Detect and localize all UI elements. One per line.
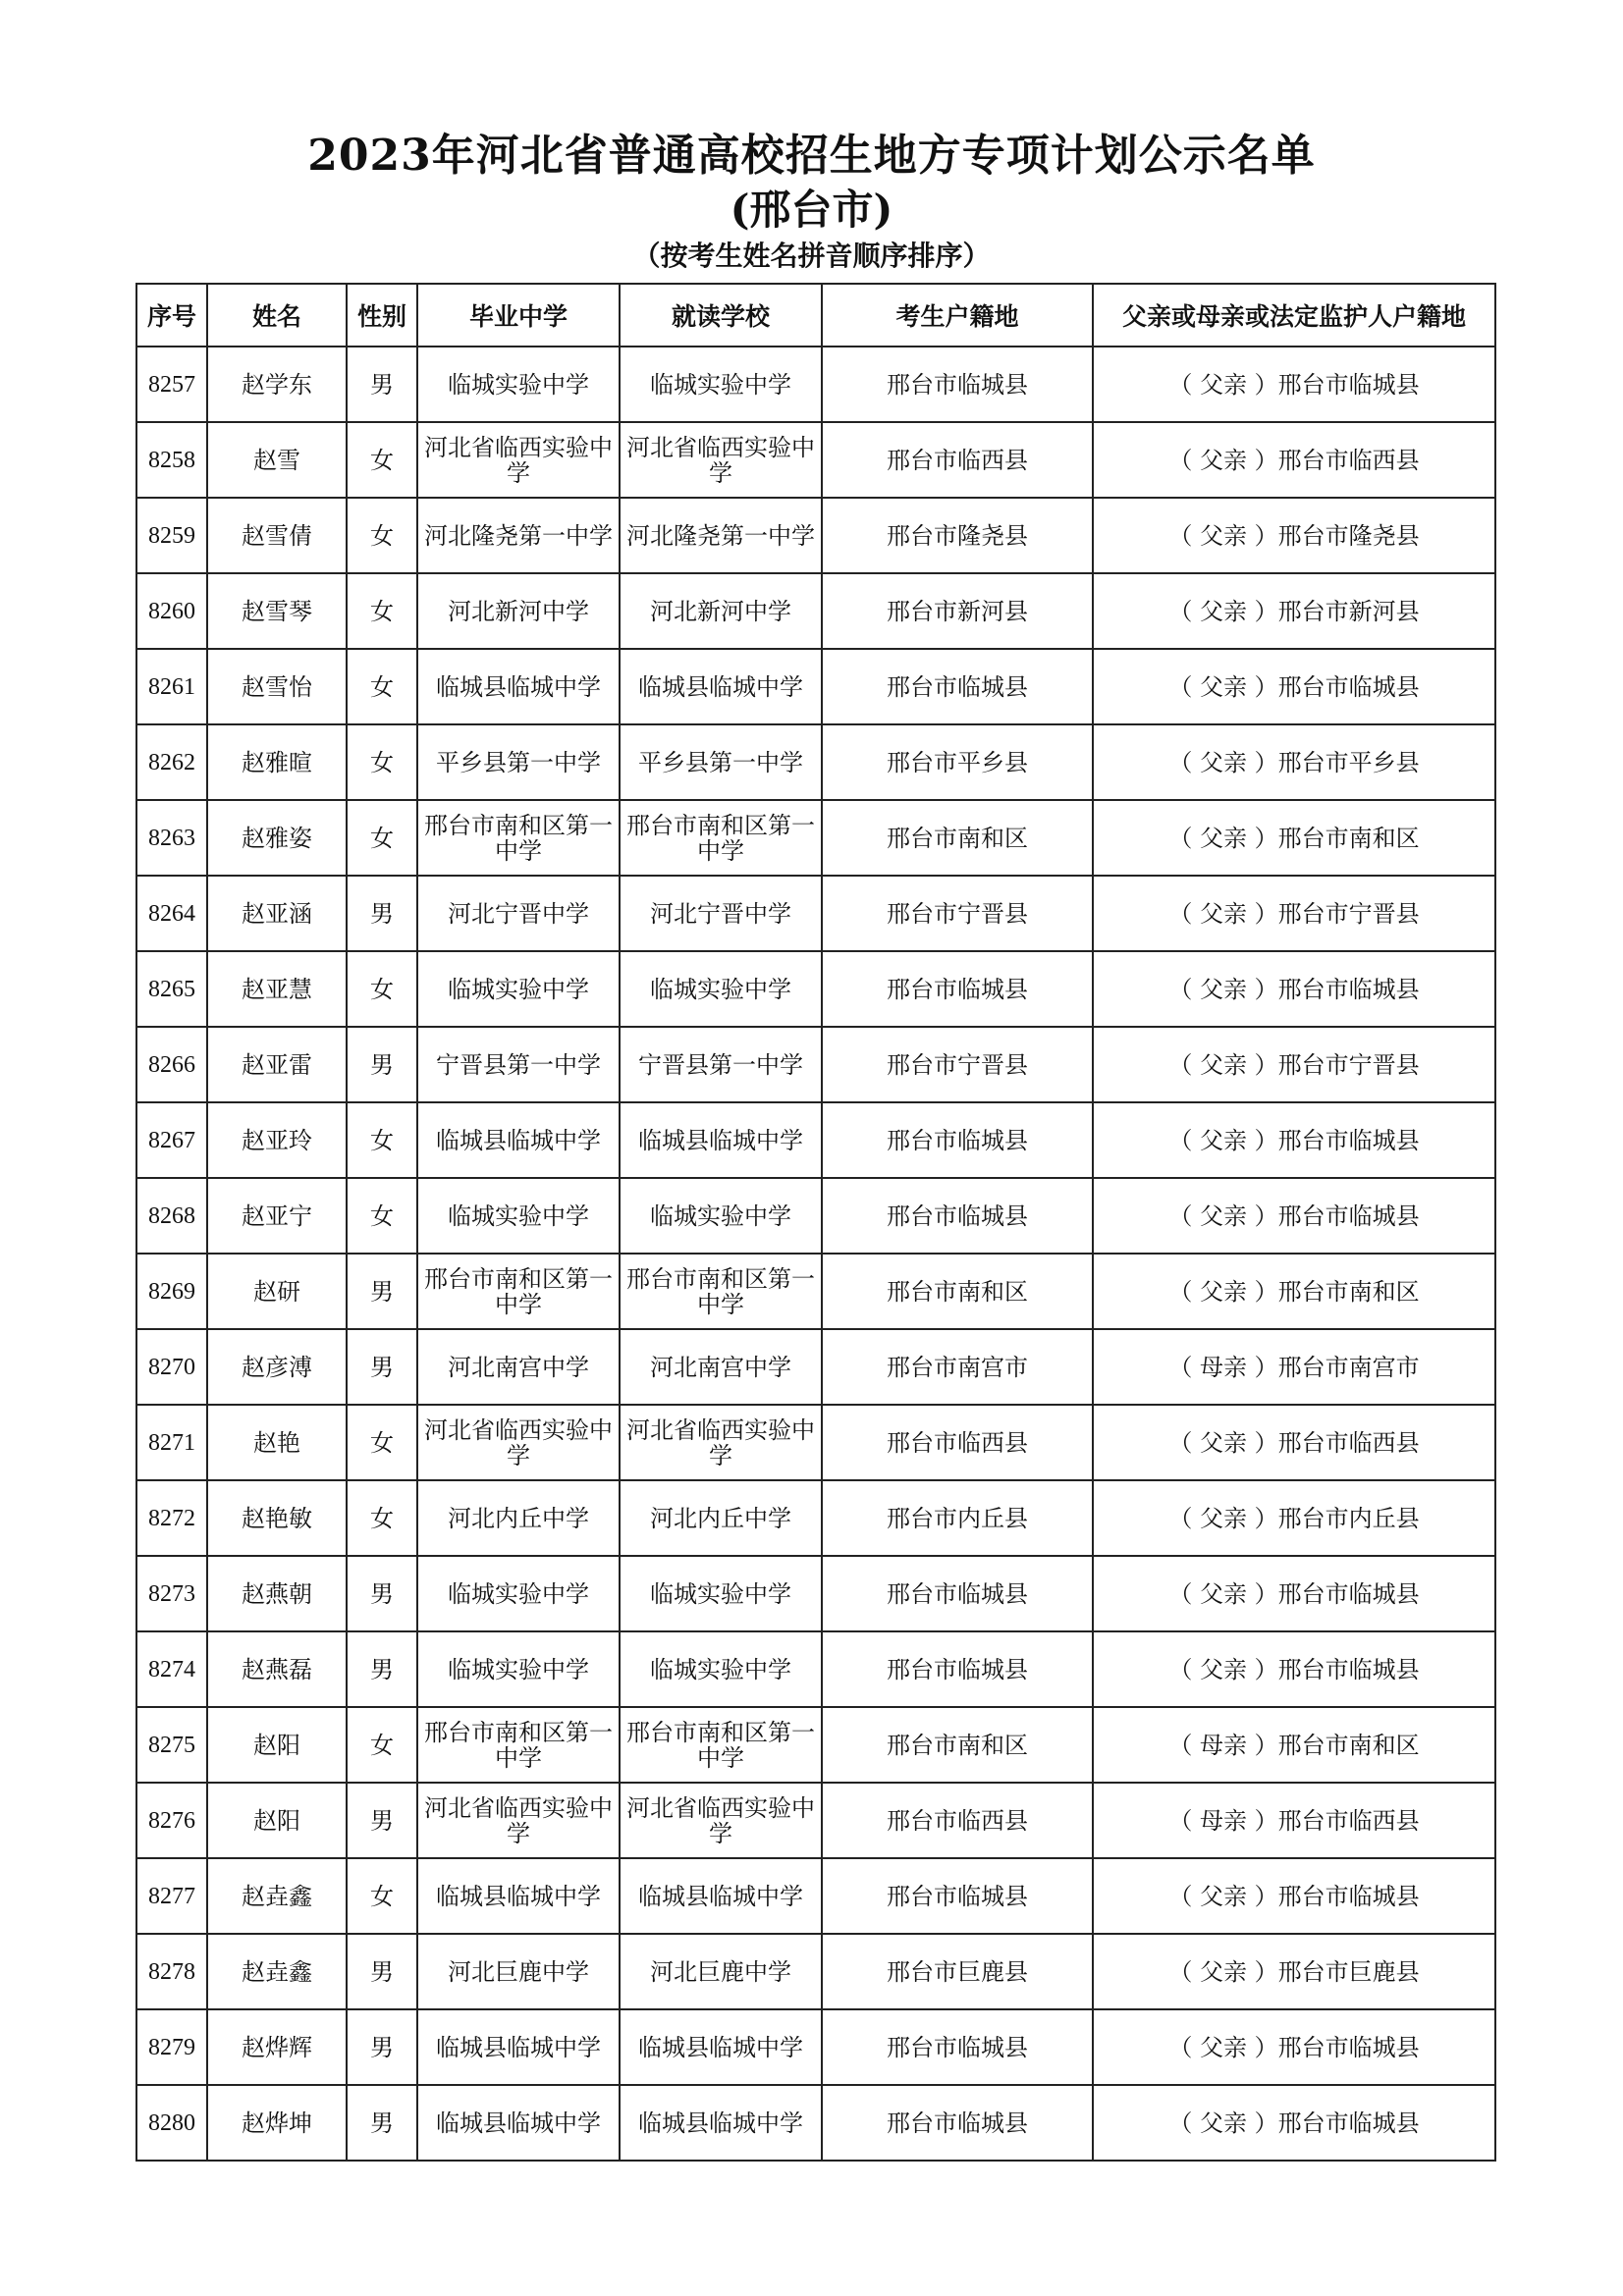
cell-name: 赵阳 — [207, 1783, 347, 1858]
cell-gender: 女 — [347, 1480, 417, 1556]
table-row — [136, 1934, 1495, 2009]
cell-index: 8280 — [136, 2085, 207, 2161]
table-row — [136, 1329, 1495, 1405]
cell-guardian-household: （ 母亲 ）邢台市南宫市 — [1093, 1329, 1495, 1405]
cell-name: 赵亚雷 — [207, 1027, 347, 1102]
cell-gender: 女 — [347, 649, 417, 724]
cell-current-school: 临城实验中学 — [620, 1556, 822, 1631]
cell-graduated-school: 临城县临城中学 — [417, 1102, 620, 1178]
cell-household: 邢台市临城县 — [822, 2085, 1093, 2161]
cell-gender: 男 — [347, 2009, 417, 2085]
cell-graduated-school: 河北内丘中学 — [417, 1480, 620, 1556]
cell-name: 赵雅姿 — [207, 800, 347, 876]
cell-household: 邢台市临城县 — [822, 1178, 1093, 1254]
cell-current-school: 临城实验中学 — [620, 1178, 822, 1254]
table-row — [136, 951, 1495, 1027]
cell-guardian-household: （ 父亲 ）邢台市平乡县 — [1093, 724, 1495, 800]
cell-current-school: 河北新河中学 — [620, 573, 822, 649]
cell-graduated-school: 邢台市南和区第一中学 — [417, 800, 620, 876]
cell-current-school: 临城实验中学 — [620, 347, 822, 422]
cell-current-school: 河北省临西实验中学 — [620, 1405, 822, 1480]
cell-index: 8267 — [136, 1102, 207, 1178]
cell-graduated-school: 河北南宫中学 — [417, 1329, 620, 1405]
cell-graduated-school: 临城县临城中学 — [417, 649, 620, 724]
cell-graduated-school: 河北巨鹿中学 — [417, 1934, 620, 2009]
cell-household: 邢台市平乡县 — [822, 724, 1093, 800]
cell-index: 8257 — [136, 347, 207, 422]
cell-current-school: 河北内丘中学 — [620, 1480, 822, 1556]
cell-guardian-household: （ 父亲 ）邢台市临城县 — [1093, 1631, 1495, 1707]
cell-household: 邢台市临西县 — [822, 422, 1093, 498]
cell-guardian-household: （ 父亲 ）邢台市临城县 — [1093, 951, 1495, 1027]
table-row — [136, 347, 1495, 422]
table-row — [136, 1027, 1495, 1102]
cell-household: 邢台市临西县 — [822, 1405, 1093, 1480]
table-row — [136, 800, 1495, 876]
cell-gender: 男 — [347, 1329, 417, 1405]
cell-current-school: 河北宁晋中学 — [620, 876, 822, 951]
cell-current-school: 临城县临城中学 — [620, 649, 822, 724]
cell-guardian-household: （ 父亲 ）邢台市宁晋县 — [1093, 876, 1495, 951]
table-row — [136, 1858, 1495, 1934]
cell-current-school: 临城县临城中学 — [620, 1102, 822, 1178]
table-row — [136, 2009, 1495, 2085]
header-index: 序号 — [136, 284, 207, 347]
cell-name: 赵亚慧 — [207, 951, 347, 1027]
cell-gender: 男 — [347, 1254, 417, 1329]
cell-gender: 女 — [347, 951, 417, 1027]
cell-graduated-school: 河北宁晋中学 — [417, 876, 620, 951]
cell-name: 赵燕磊 — [207, 1631, 347, 1707]
cell-graduated-school: 河北省临西实验中学 — [417, 1405, 620, 1480]
document-header — [0, 128, 1623, 275]
cell-current-school: 邢台市南和区第一中学 — [620, 1254, 822, 1329]
cell-gender: 女 — [347, 724, 417, 800]
cell-index: 8279 — [136, 2009, 207, 2085]
cell-current-school: 临城实验中学 — [620, 1631, 822, 1707]
cell-guardian-household: （ 父亲 ）邢台市南和区 — [1093, 1254, 1495, 1329]
cell-graduated-school: 平乡县第一中学 — [417, 724, 620, 800]
cell-household: 邢台市隆尧县 — [822, 498, 1093, 573]
cell-gender: 男 — [347, 1027, 417, 1102]
page-subtitle: (邢台市) — [730, 186, 893, 234]
cell-household: 邢台市南和区 — [822, 1254, 1093, 1329]
cell-name: 赵彦溥 — [207, 1329, 347, 1405]
cell-name: 赵学东 — [207, 347, 347, 422]
cell-household: 邢台市南宫市 — [822, 1329, 1093, 1405]
cell-gender: 女 — [347, 573, 417, 649]
cell-current-school: 邢台市南和区第一中学 — [620, 800, 822, 876]
cell-current-school: 平乡县第一中学 — [620, 724, 822, 800]
cell-current-school: 宁晋县第一中学 — [620, 1027, 822, 1102]
table-row — [136, 1405, 1495, 1480]
cell-gender: 男 — [347, 876, 417, 951]
table-row — [136, 1480, 1495, 1556]
cell-guardian-household: （ 父亲 ）邢台市巨鹿县 — [1093, 1934, 1495, 2009]
cell-guardian-household: （ 父亲 ）邢台市临城县 — [1093, 1858, 1495, 1934]
cell-household: 邢台市南和区 — [822, 1707, 1093, 1783]
cell-index: 8277 — [136, 1858, 207, 1934]
table-row — [136, 724, 1495, 800]
header-guardian-household: 父亲或母亲或法定监护人户籍地 — [1093, 284, 1495, 347]
cell-household: 邢台市临城县 — [822, 1631, 1093, 1707]
header-name: 姓名 — [207, 284, 347, 347]
table-row — [136, 1707, 1495, 1783]
table-row — [136, 1783, 1495, 1858]
cell-guardian-household: （ 母亲 ）邢台市南和区 — [1093, 1707, 1495, 1783]
cell-guardian-household: （ 父亲 ）邢台市临西县 — [1093, 422, 1495, 498]
table-row — [136, 1631, 1495, 1707]
cell-gender: 女 — [347, 800, 417, 876]
cell-guardian-household: （ 父亲 ）邢台市临城县 — [1093, 649, 1495, 724]
cell-name: 赵雪怡 — [207, 649, 347, 724]
cell-graduated-school: 邢台市南和区第一中学 — [417, 1707, 620, 1783]
cell-index: 8269 — [136, 1254, 207, 1329]
cell-gender: 女 — [347, 1858, 417, 1934]
cell-gender: 男 — [347, 1631, 417, 1707]
table-row — [136, 498, 1495, 573]
cell-guardian-household: （ 父亲 ）邢台市临城县 — [1093, 347, 1495, 422]
cell-household: 邢台市内丘县 — [822, 1480, 1093, 1556]
cell-name: 赵艳敏 — [207, 1480, 347, 1556]
cell-graduated-school: 临城县临城中学 — [417, 1858, 620, 1934]
cell-index: 8268 — [136, 1178, 207, 1254]
cell-gender: 男 — [347, 1783, 417, 1858]
cell-current-school: 河北省临西实验中学 — [620, 422, 822, 498]
cell-graduated-school: 临城实验中学 — [417, 347, 620, 422]
cell-name: 赵艳 — [207, 1405, 347, 1480]
cell-index: 8264 — [136, 876, 207, 951]
cell-name: 赵雪琴 — [207, 573, 347, 649]
header-current-school: 就读学校 — [620, 284, 822, 347]
cell-gender: 女 — [347, 498, 417, 573]
cell-index: 8270 — [136, 1329, 207, 1405]
cell-household: 邢台市临西县 — [822, 1783, 1093, 1858]
table-row — [136, 422, 1495, 498]
cell-household: 邢台市宁晋县 — [822, 876, 1093, 951]
cell-gender: 男 — [347, 1934, 417, 2009]
cell-index: 8258 — [136, 422, 207, 498]
cell-household: 邢台市临城县 — [822, 1858, 1093, 1934]
cell-index: 8263 — [136, 800, 207, 876]
cell-household: 邢台市宁晋县 — [822, 1027, 1093, 1102]
cell-gender: 男 — [347, 1556, 417, 1631]
table-row — [136, 1102, 1495, 1178]
cell-household: 邢台市临城县 — [822, 1102, 1093, 1178]
cell-name: 赵垚鑫 — [207, 1934, 347, 2009]
cell-household: 邢台市临城县 — [822, 347, 1093, 422]
cell-gender: 女 — [347, 1102, 417, 1178]
cell-name: 赵烨坤 — [207, 2085, 347, 2161]
cell-household: 邢台市新河县 — [822, 573, 1093, 649]
cell-guardian-household: （ 父亲 ）邢台市南和区 — [1093, 800, 1495, 876]
cell-gender: 女 — [347, 422, 417, 498]
cell-index: 8278 — [136, 1934, 207, 2009]
cell-guardian-household: （ 父亲 ）邢台市临西县 — [1093, 1405, 1495, 1480]
header-graduated-school: 毕业中学 — [417, 284, 620, 347]
cell-index: 8259 — [136, 498, 207, 573]
cell-current-school: 河北南宫中学 — [620, 1329, 822, 1405]
cell-index: 8261 — [136, 649, 207, 724]
cell-index: 8275 — [136, 1707, 207, 1783]
cell-graduated-school: 邢台市南和区第一中学 — [417, 1254, 620, 1329]
cell-gender: 女 — [347, 1405, 417, 1480]
cell-name: 赵亚涵 — [207, 876, 347, 951]
cell-index: 8271 — [136, 1405, 207, 1480]
cell-household: 邢台市临城县 — [822, 649, 1093, 724]
cell-graduated-school: 临城实验中学 — [417, 1556, 620, 1631]
cell-guardian-household: （ 父亲 ）邢台市新河县 — [1093, 573, 1495, 649]
cell-name: 赵雅暄 — [207, 724, 347, 800]
cell-index: 8262 — [136, 724, 207, 800]
cell-name: 赵雪 — [207, 422, 347, 498]
cell-index: 8265 — [136, 951, 207, 1027]
cell-graduated-school: 河北省临西实验中学 — [417, 422, 620, 498]
cell-current-school: 临城县临城中学 — [620, 1858, 822, 1934]
table-body — [136, 347, 1495, 2161]
cell-index: 8276 — [136, 1783, 207, 1858]
table-row — [136, 573, 1495, 649]
cell-gender: 男 — [347, 2085, 417, 2161]
cell-guardian-household: （ 父亲 ）邢台市临城县 — [1093, 1556, 1495, 1631]
cell-guardian-household: （ 母亲 ）邢台市临西县 — [1093, 1783, 1495, 1858]
roster-table — [135, 283, 1496, 2162]
cell-current-school: 邢台市南和区第一中学 — [620, 1707, 822, 1783]
cell-guardian-household: （ 父亲 ）邢台市隆尧县 — [1093, 498, 1495, 573]
cell-name: 赵研 — [207, 1254, 347, 1329]
cell-index: 8272 — [136, 1480, 207, 1556]
table-row — [136, 1178, 1495, 1254]
cell-name: 赵阳 — [207, 1707, 347, 1783]
cell-gender: 女 — [347, 1178, 417, 1254]
cell-household: 邢台市临城县 — [822, 1556, 1093, 1631]
table-row — [136, 1254, 1495, 1329]
cell-graduated-school: 河北隆尧第一中学 — [417, 498, 620, 573]
cell-name: 赵亚宁 — [207, 1178, 347, 1254]
cell-name: 赵垚鑫 — [207, 1858, 347, 1934]
cell-current-school: 临城县临城中学 — [620, 2085, 822, 2161]
cell-index: 8273 — [136, 1556, 207, 1631]
cell-gender: 男 — [347, 347, 417, 422]
cell-graduated-school: 临城实验中学 — [417, 1178, 620, 1254]
header-gender: 性别 — [347, 284, 417, 347]
cell-index: 8266 — [136, 1027, 207, 1102]
cell-name: 赵雪倩 — [207, 498, 347, 573]
cell-current-school: 临城县临城中学 — [620, 2009, 822, 2085]
cell-name: 赵亚玲 — [207, 1102, 347, 1178]
table-row — [136, 876, 1495, 951]
cell-household: 邢台市临城县 — [822, 2009, 1093, 2085]
table-header-row — [136, 284, 1495, 347]
cell-guardian-household: （ 父亲 ）邢台市临城县 — [1093, 2085, 1495, 2161]
cell-guardian-household: （ 父亲 ）邢台市临城县 — [1093, 2009, 1495, 2085]
cell-graduated-school: 临城县临城中学 — [417, 2009, 620, 2085]
cell-household: 邢台市临城县 — [822, 951, 1093, 1027]
cell-guardian-household: （ 父亲 ）邢台市内丘县 — [1093, 1480, 1495, 1556]
cell-household: 邢台市巨鹿县 — [822, 1934, 1093, 2009]
sort-note: （按考生姓名拼音顺序排序） — [632, 240, 991, 272]
cell-current-school: 河北隆尧第一中学 — [620, 498, 822, 573]
cell-graduated-school: 临城实验中学 — [417, 1631, 620, 1707]
cell-graduated-school: 宁晋县第一中学 — [417, 1027, 620, 1102]
cell-household: 邢台市南和区 — [822, 800, 1093, 876]
cell-name: 赵燕朝 — [207, 1556, 347, 1631]
page-title: 2023年河北省普通高校招生地方专项计划公示名单 — [307, 131, 1316, 181]
cell-guardian-household: （ 父亲 ）邢台市临城县 — [1093, 1102, 1495, 1178]
table-row — [136, 2085, 1495, 2161]
cell-current-school: 河北巨鹿中学 — [620, 1934, 822, 2009]
cell-graduated-school: 河北新河中学 — [417, 573, 620, 649]
cell-gender: 女 — [347, 1707, 417, 1783]
cell-current-school: 河北省临西实验中学 — [620, 1783, 822, 1858]
table-row — [136, 649, 1495, 724]
cell-current-school: 临城实验中学 — [620, 951, 822, 1027]
cell-index: 8260 — [136, 573, 207, 649]
cell-guardian-household: （ 父亲 ）邢台市宁晋县 — [1093, 1027, 1495, 1102]
cell-name: 赵烨辉 — [207, 2009, 347, 2085]
cell-graduated-school: 河北省临西实验中学 — [417, 1783, 620, 1858]
cell-graduated-school: 临城县临城中学 — [417, 2085, 620, 2161]
cell-graduated-school: 临城实验中学 — [417, 951, 620, 1027]
cell-guardian-household: （ 父亲 ）邢台市临城县 — [1093, 1178, 1495, 1254]
table-row — [136, 1556, 1495, 1631]
cell-index: 8274 — [136, 1631, 207, 1707]
header-household: 考生户籍地 — [822, 284, 1093, 347]
